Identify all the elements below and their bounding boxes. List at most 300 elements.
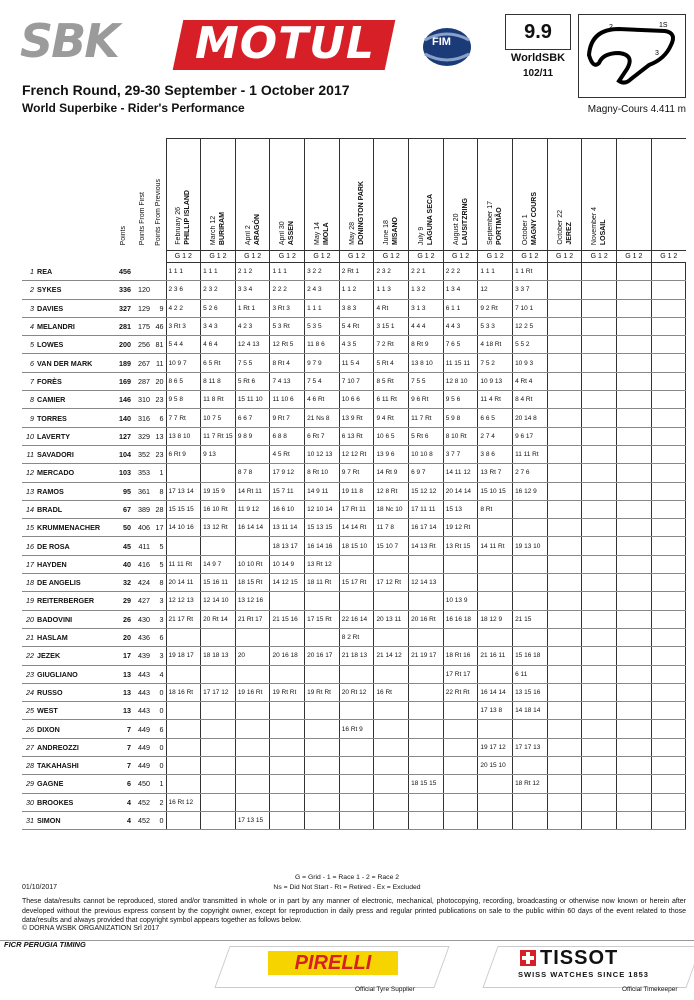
result-cell	[651, 427, 686, 445]
result-cell	[305, 665, 340, 683]
result-cell: 9 8 9	[235, 427, 270, 445]
copyright-notice: These data/results cannot be reproduced, stored and/or transmitted in whole or in part by any manner of electronic, mechanical, photocopying, recording, broadcasting or otherwise now known or herein after developed without the previous express consent by the copyright owner, except for reproduction in daily press and regular printed publications on sale to the public within 60 days of the event related to those data/results and always provided that copyright symbol appears together as follows below.	[22, 898, 686, 925]
points-cell: 95	[114, 482, 133, 500]
result-cell	[201, 628, 236, 646]
result-cell: 15 10 15	[478, 482, 513, 500]
event-date: October 1	[521, 214, 529, 245]
result-cell: 10 10 Rt	[235, 555, 270, 573]
result-cell: 3 Rt 3	[270, 299, 305, 317]
result-cell: 17 12 Rt	[374, 574, 409, 592]
result-cell	[235, 775, 270, 793]
result-cell: 18 18 13	[201, 647, 236, 665]
event-header	[651, 139, 686, 251]
event-header-label	[278, 218, 296, 248]
table-row	[22, 738, 686, 756]
points-from-previous-cell: 0	[152, 702, 166, 720]
result-cell: 19 Rt Rt	[305, 683, 340, 701]
pirelli-wordmark: PIRELLI	[294, 952, 372, 974]
points-from-first-cell: 449	[133, 738, 152, 756]
points-from-previous-cell: 2	[152, 793, 166, 811]
result-cell	[478, 592, 513, 610]
grid-race-label: G 1 2	[547, 251, 582, 263]
result-cell	[547, 592, 582, 610]
table-row	[22, 683, 686, 701]
result-cell	[201, 720, 236, 738]
result-cell	[374, 811, 409, 829]
rider-cell	[22, 811, 114, 829]
result-cell: 10 14 9	[270, 555, 305, 573]
track-name: Magny-Cours 4.411 m	[587, 104, 686, 115]
result-cell: 5 4 4	[166, 336, 201, 354]
result-cell: 11 15 11	[443, 354, 478, 372]
result-cell	[166, 757, 201, 775]
result-cell: 2 2 2	[270, 281, 305, 299]
result-cell	[582, 464, 617, 482]
result-cell	[305, 793, 340, 811]
result-cell: 20 14 11	[166, 574, 201, 592]
event-header	[409, 139, 444, 251]
points-cell: 45	[114, 537, 133, 555]
result-cell	[409, 811, 444, 829]
result-cell: 3 7 7	[443, 445, 478, 463]
result-cell: 3 1 3	[409, 299, 444, 317]
result-cell	[270, 720, 305, 738]
result-cell	[617, 482, 652, 500]
result-cell: 10 9 3	[513, 354, 548, 372]
result-cell: 14 13 Rt	[409, 537, 444, 555]
result-cell	[651, 482, 686, 500]
result-cell	[651, 647, 686, 665]
result-cell	[235, 702, 270, 720]
event-date: March 12	[209, 215, 217, 245]
rider-name: ANDREOZZI	[37, 742, 79, 752]
result-cell: 12 2 5	[513, 317, 548, 335]
event-header-label	[556, 207, 574, 248]
result-cell: 4 Rt 4	[513, 372, 548, 390]
result-cell	[547, 537, 582, 555]
rider-cell	[22, 555, 114, 573]
result-cell	[409, 738, 444, 756]
result-cell	[409, 555, 444, 573]
result-cell: 1 1 1	[270, 263, 305, 281]
result-cell	[547, 702, 582, 720]
result-cell	[374, 555, 409, 573]
result-cell: 15 7 11	[270, 482, 305, 500]
result-cell: 20 Rt 14	[201, 610, 236, 628]
result-cell	[617, 519, 652, 537]
result-cell	[166, 720, 201, 738]
result-cell: 5 5 2	[513, 336, 548, 354]
result-cell: 13 8 10	[409, 354, 444, 372]
result-cell	[305, 628, 340, 646]
result-cell	[339, 555, 374, 573]
points-from-first-cell: 329	[133, 427, 152, 445]
points-cell: 4	[114, 811, 133, 829]
result-cell	[443, 574, 478, 592]
result-cell	[582, 702, 617, 720]
result-cell	[582, 317, 617, 335]
result-cell	[651, 317, 686, 335]
event-header-label	[244, 211, 262, 248]
result-cell	[582, 665, 617, 683]
rider-position: 23	[26, 669, 34, 679]
result-cell: 21 16 11	[478, 647, 513, 665]
event-header	[443, 139, 478, 251]
rider-position: 24	[26, 687, 34, 697]
rider-cell	[22, 610, 114, 628]
points-from-previous-cell: 11	[152, 354, 166, 372]
points-cell: 6	[114, 775, 133, 793]
rider-name: REITERBERGER	[37, 596, 95, 606]
results-legend	[0, 873, 694, 893]
result-cell	[409, 683, 444, 701]
points-from-first-cell: 443	[133, 665, 152, 683]
rider-name: JEZEK	[37, 651, 61, 661]
rider-name: KRUMMENACHER	[37, 523, 101, 533]
result-cell: 21 Ns 8	[305, 409, 340, 427]
result-cell	[617, 702, 652, 720]
result-cell: 8 6 5	[166, 372, 201, 390]
result-cell	[617, 628, 652, 646]
rider-position: 9	[30, 413, 34, 423]
grid-race-label: G 1 2	[201, 251, 236, 263]
result-cell: 18 12 9	[478, 610, 513, 628]
result-cell: 14 12 15	[270, 574, 305, 592]
result-cell	[582, 445, 617, 463]
event-date: August 20	[452, 213, 460, 245]
result-cell: 14 11 12	[443, 464, 478, 482]
rider-name: GIUGLIANO	[37, 669, 78, 679]
result-cell	[617, 647, 652, 665]
table-row	[22, 317, 686, 335]
result-cell: 15 16 18	[513, 647, 548, 665]
result-cell: 11 11 Rt	[513, 445, 548, 463]
result-cell: 11 5 4	[339, 354, 374, 372]
result-cell	[166, 537, 201, 555]
result-cell: 12	[478, 281, 513, 299]
result-cell	[409, 592, 444, 610]
event-name: MISANO	[392, 217, 400, 245]
points-from-previous-cell: 0	[152, 683, 166, 701]
map-label-1s: 1S	[659, 22, 668, 29]
points-from-first-cell: 352	[133, 445, 152, 463]
rider-name: HASLAM	[37, 633, 68, 643]
event-name: BURIRAM	[218, 211, 226, 245]
result-cell: 21 15 16	[270, 610, 305, 628]
points-from-previous-cell: 1	[152, 464, 166, 482]
result-cell	[513, 811, 548, 829]
result-cell	[651, 720, 686, 738]
points-from-first-cell: 175	[133, 317, 152, 335]
rider-cell	[22, 482, 114, 500]
result-cell: 5 Rt 6	[235, 372, 270, 390]
result-cell	[166, 464, 201, 482]
result-cell	[617, 317, 652, 335]
result-cell: 10 13 9	[443, 592, 478, 610]
rider-cell	[22, 738, 114, 756]
result-cell: 8 10 Rt	[443, 427, 478, 445]
result-cell	[651, 445, 686, 463]
rider-cell	[22, 793, 114, 811]
result-cell: 10 9 7	[166, 354, 201, 372]
result-cell	[443, 775, 478, 793]
points-cell: 26	[114, 610, 133, 628]
result-cell: 3 2 2	[305, 263, 340, 281]
result-cell	[617, 336, 652, 354]
grid-race-label: G 1 2	[617, 251, 652, 263]
points-cell: 327	[114, 299, 133, 317]
rider-cell	[22, 427, 114, 445]
rider-cell	[22, 683, 114, 701]
event-name: PHILLIP ISLAND	[184, 190, 192, 245]
rider-position: 12	[26, 468, 34, 478]
event-date: September 17	[487, 201, 495, 245]
result-cell	[374, 592, 409, 610]
points-from-first-cell: 287	[133, 372, 152, 390]
result-cell	[235, 537, 270, 555]
result-cell	[617, 555, 652, 573]
result-cell: 15 10 7	[374, 537, 409, 555]
rider-position: 28	[26, 761, 34, 771]
result-cell: 21 17 Rt	[166, 610, 201, 628]
event-name: JEREZ	[565, 222, 573, 245]
event-name: LOSAIL	[600, 219, 608, 245]
rider-cell	[22, 464, 114, 482]
rider-position: 29	[26, 779, 34, 789]
result-cell: 8 Rt 10	[305, 464, 340, 482]
result-cell	[409, 793, 444, 811]
result-cell	[547, 519, 582, 537]
result-cell: 13 11 14	[270, 519, 305, 537]
result-cell	[617, 537, 652, 555]
result-cell: 16 12 9	[513, 482, 548, 500]
result-cell: 18 Nc 10	[374, 500, 409, 518]
result-cell: 10 12 13	[305, 445, 340, 463]
result-cell	[547, 720, 582, 738]
table-row	[22, 647, 686, 665]
result-cell: 9 6 17	[513, 427, 548, 445]
points-from-first-cell: 439	[133, 647, 152, 665]
result-cell: 21 Rt 17	[235, 610, 270, 628]
rider-position: 30	[26, 797, 34, 807]
result-cell	[547, 427, 582, 445]
result-cell: 6 5 Rt	[201, 354, 236, 372]
result-cell	[617, 409, 652, 427]
points-from-previous-cell: 8	[152, 574, 166, 592]
rider-name: MERCADO	[37, 468, 75, 478]
result-cell: 19 18 17	[166, 647, 201, 665]
result-cell: 7 2 Rt	[374, 336, 409, 354]
result-cell	[582, 574, 617, 592]
rider-name: TORRES	[37, 413, 67, 423]
result-cell	[651, 391, 686, 409]
result-cell	[478, 665, 513, 683]
result-cell	[339, 757, 374, 775]
result-cell: 18 11 Rt	[305, 574, 340, 592]
points-from-previous-cell: 13	[152, 427, 166, 445]
page-title: French Round, 29-30 September - 1 October 2017	[22, 82, 350, 98]
rider-position: 10	[26, 431, 34, 441]
result-cell: 8 4 Rt	[513, 391, 548, 409]
points-cell: 456	[114, 263, 133, 281]
result-cell	[547, 409, 582, 427]
result-cell	[513, 628, 548, 646]
result-cell: 13 12 Rt	[201, 519, 236, 537]
result-cell	[270, 775, 305, 793]
points-from-first-cell: 361	[133, 482, 152, 500]
rider-position: 21	[26, 633, 34, 643]
result-cell: 15 13	[443, 500, 478, 518]
result-cell: 16 Rt	[374, 683, 409, 701]
result-cell	[651, 775, 686, 793]
result-cell	[443, 555, 478, 573]
table-row	[22, 299, 686, 317]
result-cell: 12 12 Rt	[339, 445, 374, 463]
result-cell: 4 Rt	[374, 299, 409, 317]
result-cell: 9 7 Rt	[339, 464, 374, 482]
event-name: ARAGÓN	[253, 213, 261, 245]
legend-line-2: Ns = Did Not Start - Rt = Retired - Ex = Excluded	[273, 884, 421, 891]
result-cell: 21 14 12	[374, 647, 409, 665]
result-cell: 3 4 3	[201, 317, 236, 335]
rider-cell	[22, 592, 114, 610]
result-cell	[201, 793, 236, 811]
table-row	[22, 445, 686, 463]
event-header	[617, 139, 652, 251]
points-from-first-cell: 450	[133, 775, 152, 793]
event-header-label	[629, 242, 638, 248]
result-cell: 16 17 14	[409, 519, 444, 537]
result-cell	[617, 263, 652, 281]
result-cell	[582, 391, 617, 409]
result-cell	[374, 775, 409, 793]
result-cell: 8 Rt	[478, 500, 513, 518]
result-cell	[547, 647, 582, 665]
result-cell	[617, 738, 652, 756]
result-cell: 12 14 10	[201, 592, 236, 610]
grid-race-label: G 1 2	[443, 251, 478, 263]
result-cell: 17 11 11	[409, 500, 444, 518]
result-cell: 17 13 15	[235, 811, 270, 829]
result-cell: 16 6 10	[270, 500, 305, 518]
result-cell: 14 Rt 11	[235, 482, 270, 500]
points-from-first-cell: 120	[133, 281, 152, 299]
result-cell: 18 13 17	[270, 537, 305, 555]
result-cell: 20 14 8	[513, 409, 548, 427]
result-cell	[513, 519, 548, 537]
result-cell	[617, 354, 652, 372]
points-from-previous-cell: 3	[152, 647, 166, 665]
result-cell: 16 16 18	[443, 610, 478, 628]
result-cell: 17 15 Rt	[305, 610, 340, 628]
points-from-previous-cell: 5	[152, 555, 166, 573]
points-from-previous-cell: 3	[152, 610, 166, 628]
points-cell: 4	[114, 793, 133, 811]
table-row	[22, 628, 686, 646]
result-cell	[651, 372, 686, 390]
rider-name: HAYDEN	[37, 559, 67, 569]
result-cell: 2 7 6	[513, 464, 548, 482]
result-cell: 1 3 4	[443, 281, 478, 299]
result-cell: 8 11 8	[201, 372, 236, 390]
result-cell	[651, 464, 686, 482]
result-cell	[235, 793, 270, 811]
event-header-label	[521, 189, 539, 248]
points-from-first-cell: 430	[133, 610, 152, 628]
result-cell: 15 16 11	[201, 574, 236, 592]
table-row	[22, 263, 686, 281]
result-cell: 7 6 5	[443, 336, 478, 354]
result-cell: 2 2 1	[409, 263, 444, 281]
rider-position: 11	[26, 450, 34, 460]
points-from-previous-cell: 0	[152, 738, 166, 756]
rider-position: 13	[26, 486, 34, 496]
result-cell	[547, 317, 582, 335]
table-row	[22, 500, 686, 518]
event-name: MAGNY COURS	[530, 191, 538, 245]
rider-name: CAMIER	[37, 395, 66, 405]
event-date: July 9	[417, 226, 425, 245]
table-row	[22, 537, 686, 555]
rider-name: DAVIES	[37, 303, 64, 313]
rider-position: 14	[26, 505, 34, 514]
result-cell: 13 9 Rt	[339, 409, 374, 427]
result-cell	[547, 811, 582, 829]
result-cell	[305, 775, 340, 793]
tissot-caption: Official Timekeeper	[622, 986, 678, 993]
result-cell: 8 Rt 4	[270, 354, 305, 372]
points-from-previous-cell: 4	[152, 665, 166, 683]
result-cell	[305, 720, 340, 738]
result-cell: 3 Rt 3	[166, 317, 201, 335]
result-cell: 5 9 8	[443, 409, 478, 427]
points-from-previous-cell: 3	[152, 592, 166, 610]
result-cell	[617, 720, 652, 738]
result-cell: 17 Rt 11	[339, 500, 374, 518]
result-cell: 12 12 13	[166, 592, 201, 610]
result-cell: 2 Rt 1	[339, 263, 374, 281]
points-cell: 281	[114, 317, 133, 335]
event-header	[201, 139, 236, 251]
event-date: October 22	[556, 210, 564, 245]
result-cell	[617, 793, 652, 811]
result-cell: 14 14 Rt	[339, 519, 374, 537]
result-cell: 16 10 Rt	[201, 500, 236, 518]
result-cell	[582, 757, 617, 775]
result-cell	[305, 738, 340, 756]
event-name: ASSEN	[288, 220, 296, 245]
result-cell	[651, 281, 686, 299]
points-from-previous-cell: 23	[152, 391, 166, 409]
result-cell	[478, 574, 513, 592]
result-cell	[547, 683, 582, 701]
result-cell: 6 6 7	[235, 409, 270, 427]
result-cell: 18 15 15	[409, 775, 444, 793]
result-cell: 1 1 1	[478, 263, 513, 281]
result-cell: 5 4 Rt	[339, 317, 374, 335]
result-cell	[235, 757, 270, 775]
legend-line-1: G = Grid - 1 = Race 1 - 2 = Race 2	[294, 874, 400, 881]
result-cell: 11 10 6	[270, 391, 305, 409]
event-date: June 18	[383, 220, 391, 245]
result-cell: 11 8 6	[305, 336, 340, 354]
event-header	[513, 139, 548, 251]
result-cell: 1 1 2	[339, 281, 374, 299]
result-cell: 7 5 2	[478, 354, 513, 372]
event-name: LAUSITZRING	[461, 197, 469, 245]
result-cell	[582, 336, 617, 354]
result-cell	[582, 263, 617, 281]
